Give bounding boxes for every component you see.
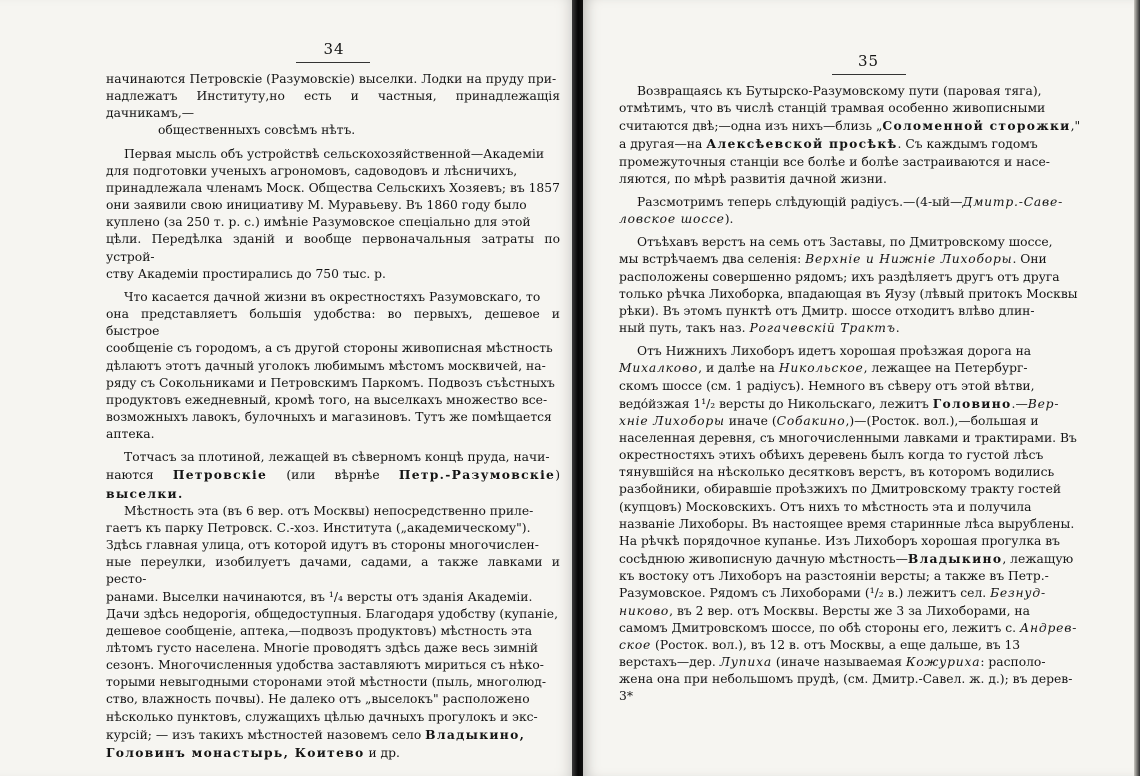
text-line: только рѣчка Лихоборка, впадающая въ Яузу (лѣвый притокъ Москвы <box>619 286 1078 301</box>
text-line: продуктовъ ежедневный, кромѣ того, на выселкахъ множество все- <box>106 392 548 407</box>
text-line <box>106 466 560 502</box>
text-run: а другая—на <box>619 137 707 152</box>
place-name: Вер- <box>1027 396 1060 411</box>
text-run: : располо- <box>980 655 1046 669</box>
text-line: жена она при небольшомъ прудѣ, (см. Дмитр.-Савел. ж. д.); въ дерев- <box>619 672 1073 687</box>
text-line <box>106 726 560 744</box>
text-line: торыми невыгодными сторонами этой мѣстности (пыль, многолюд- <box>106 675 546 690</box>
text-line: аптека. <box>106 427 155 442</box>
text-run: сосѣднюю живописную дачную мѣстность— <box>619 552 908 567</box>
text-line <box>619 637 1112 654</box>
page-number: 35 <box>857 52 880 70</box>
text-line: населенная деревня, съ многочисленными лавками и трактирами. Въ <box>619 430 1077 445</box>
place-name: хніе Лихоборы <box>619 413 725 428</box>
text-line <box>619 620 1112 637</box>
text-line: ные переулки, изобилуетъ дачами, садами, а также лавками и ресто- <box>106 555 560 587</box>
text-line: разбойники, обиравшіе проѣзжихъ по Дмитровскому тракту гостей <box>619 482 1062 497</box>
text-run: ). <box>724 212 734 227</box>
text-line: ряду съ Сокольниками и Петровскимъ Паркомъ. Подвозъ съѣстныхъ <box>106 375 555 390</box>
text-line: ство, влажность почвы). Не далеко отъ „выселокъ" расположено <box>106 692 530 707</box>
text-line: тянувшійся на нѣсколько десятковъ верстъ, въ которомъ водились <box>619 465 1055 480</box>
place-name: Соломенной сторожки <box>882 118 1071 134</box>
text-run: (или вѣрнѣе <box>267 468 399 483</box>
text-line: цѣли. Передѣлка зданій и вообще первоначальныя затраты по устрой- <box>106 232 560 264</box>
place-name: выселки. <box>106 485 184 501</box>
right-page <box>583 0 1140 776</box>
text-run: курсій; — изъ такихъ мѣстностей назовемъ село <box>106 727 426 742</box>
text-line <box>619 550 1112 568</box>
text-run: наются <box>106 468 173 483</box>
place-name: Михалково <box>619 361 699 376</box>
text-run: . Они <box>1012 252 1047 267</box>
text-line: На рѣчкѣ порядочное купанье. Изъ Лихоборъ хорошая прогулка въ <box>619 533 1060 548</box>
place-name: Лупиха <box>719 655 772 669</box>
text-line: промежуточныя станціи все болѣе и болѣе застраиваются и насе- <box>619 154 1050 169</box>
text-line: ству Академіи простирались до 750 тыс. р. <box>106 266 386 281</box>
text-line: Возвращаясь къ Бутырско-Разумовскому пути (паровая тяга), <box>637 84 1042 98</box>
text-line <box>619 360 1112 377</box>
page-edge <box>1134 0 1140 776</box>
text-line: Первая мысль объ устройствѣ сельскохозяйственной—Академіи <box>124 146 545 161</box>
text-run: (Росток. вол.), въ 12 в. отъ Москвы, а еще дальше, въ 13 <box>651 637 1021 652</box>
text-run: верстахъ—дер. <box>619 655 720 669</box>
text-line <box>619 395 1112 413</box>
text-line: рѣки). Въ этомъ пунктѣ отъ Дмитр. шоссе отходитъ влѣво длин- <box>619 303 1035 318</box>
text-run: , и далѣе на <box>698 361 779 376</box>
page-number-rule <box>832 74 906 75</box>
text-run: и др. <box>364 745 400 760</box>
place-name: Головинъ монастырь, Коитево <box>106 744 365 760</box>
text-line: возможныхъ лавокъ, булочныхъ и магазиновъ. Тутъ же помѣщается <box>106 409 552 424</box>
text-line: общественныхъ совсѣмъ нѣтъ. <box>158 123 356 138</box>
text-line: расположены совершенно рядомъ; ихъ раздѣляетъ другъ отъ друга <box>619 269 1060 284</box>
text-run: ный путь, такъ наз. <box>619 321 750 336</box>
text-line: Дачи здѣсь недорогія, общедоступныя. Благодаря удобству (купаніе, <box>106 606 558 621</box>
place-name: Верхніе и Нижніе Лихоборы <box>805 252 1013 267</box>
text-line: Отъ Нижнихъ Лихоборъ идетъ хорошая проѣзжая дорога на <box>637 344 1032 359</box>
text-line: (купцовъ) Московскихъ. Отъ нихъ то мѣстность эта и получила <box>619 499 1032 514</box>
route-name: Дмитр.-Саве- <box>962 194 1064 209</box>
place-name: Никольское <box>778 361 864 376</box>
text-line: для подготовки ученыхъ агрономовъ, садоводовъ и лѣсничихъ, <box>106 163 518 178</box>
text-line: принадлежала членамъ Моск. Общества Сельскихъ Хозяевъ; въ 1857 <box>106 180 560 195</box>
printer-signature-mark: 3* <box>619 689 633 704</box>
route-name: ловское шоссе <box>619 212 725 227</box>
text-line: Мѣстность эта (въ 6 вер. отъ Москвы) непосредственно приле- <box>124 503 534 518</box>
text-line: къ востоку отъ Лихоборъ на разстояніи версты; а также въ Петр.- <box>619 569 1049 584</box>
text-line <box>619 135 1112 153</box>
text-line: отмѣтимъ, что въ числѣ станцій трамвая особенно живописными <box>619 101 1046 116</box>
text-run: ведо́йзжая 1¹/₂ версты до Никольскаго, лежитъ <box>619 396 933 411</box>
text-line: ляются, по мѣрѣ развитія дачной жизни. <box>619 171 887 186</box>
text-line: Здѣсь главная улица, отъ которой идутъ въ стороны многочислен- <box>106 538 539 553</box>
place-name: Владыкино <box>907 551 1003 567</box>
text-line: нѣсколько пунктовъ, служащихъ цѣлью дачныхъ прогулокъ и экс- <box>106 709 538 724</box>
place-name: Кожуриха <box>905 655 981 669</box>
place-name: Собакино <box>776 413 846 428</box>
text-run: самомъ Дмитровскомъ шоссе, по обѣ стороны его, лежитъ с. <box>619 620 1020 635</box>
text-run: . <box>895 321 900 336</box>
place-name: никово <box>619 603 670 618</box>
text-run: иначе ( <box>724 413 777 428</box>
text-run: ," <box>1070 119 1081 134</box>
text-line: окрестностяхъ этихъ обѣихъ деревень былъ когда то густой лѣсъ <box>619 448 1044 463</box>
text-run: Разсмотримъ теперь слѣдующій радіусъ.—(4-ый— <box>637 194 963 209</box>
text-line: Что касается дачной жизни въ окрестностяхъ Разумовскаго, то <box>124 289 541 304</box>
text-run: .— <box>1011 396 1028 411</box>
text-line: названіе Лихоборы. Въ настоящее время старинные лѣса вырублены. <box>619 516 1075 531</box>
text-line <box>619 413 1112 430</box>
text-line: они заявили свою инициативу М. Муравьеву. Въ 1860 году было <box>106 198 527 213</box>
text-line <box>619 117 1112 135</box>
text-run: , лежащую <box>1002 552 1074 567</box>
text-line: дѣлаютъ этотъ дачный уголокъ любимымъ мѣстомъ москвичей, на- <box>106 358 546 373</box>
text-line: куплено (за 250 т. р. с.) имѣніе Разумовское спеціально для этой <box>106 215 531 230</box>
text-line: надлежатъ Институту,но есть и частныя, принадлежащія дачникамъ,— <box>106 89 560 121</box>
place-name: Владыкино, <box>425 726 526 742</box>
text-line: гаетъ къ парку Петровск. С.-хоз. Института („академическому"). <box>106 520 531 535</box>
page-number-rule <box>296 62 370 63</box>
text-line <box>619 211 1112 228</box>
text-run: Разумовское. Рядомъ съ Лихоборами (¹/₂ в.) лежитъ сел. <box>619 586 991 601</box>
place-name: Петр.-Разумовскіе <box>398 467 556 483</box>
place-name: Безнуд- <box>990 586 1046 601</box>
text-line <box>619 194 1112 211</box>
text-line <box>619 251 1112 268</box>
text-line: лѣтомъ густо населена. Многіе проводятъ здѣсь даже весь зимній <box>106 641 539 655</box>
route-name: Рогачевскій Трактъ <box>749 321 896 336</box>
text-line <box>619 585 1112 602</box>
place-name: Головино <box>932 395 1012 411</box>
right-page-text <box>619 83 1112 705</box>
text-run: считаются двѣ;—одна изъ нихъ—близь „ <box>619 119 883 134</box>
text-line: Тотчасъ за плотиной, лежащей въ сѣверномъ концѣ пруда, начи- <box>124 450 550 465</box>
page-number: 34 <box>323 40 345 58</box>
text-line <box>619 320 1112 337</box>
place-name: Андрев- <box>1019 620 1078 635</box>
text-run: ) <box>555 468 560 483</box>
place-name: Алексѣевской просѣкѣ <box>706 136 898 152</box>
text-run: , въ 2 вер. отъ Москвы. Версты же 3 за Лихоборами, на <box>669 603 1030 618</box>
text-run: мы встрѣчаемъ два селенія: <box>619 252 806 267</box>
text-line: сообщеніе съ городомъ, а съ другой стороны живописная мѣстность <box>106 341 553 356</box>
left-page-text <box>106 71 560 762</box>
text-run: (иначе называемая <box>772 655 906 669</box>
text-line: начинаются Петровскіе (Разумовскіе) выселки. Лодки на пруду при- <box>106 72 557 86</box>
text-run: ,)—(Росток. вол.),—большая и <box>845 413 1039 428</box>
text-line: сезонъ. Многочисленныя удобства заставляютъ мириться съ нѣко- <box>106 658 544 673</box>
text-line: ранами. Выселки начинаются, въ ¹/₄ версты отъ зданія Академіи. <box>106 589 533 604</box>
text-run: . Съ каждымъ годомъ <box>897 137 1038 152</box>
text-line <box>106 744 560 762</box>
text-line <box>619 603 1112 620</box>
text-line: она представляетъ большія удобства: во первыхъ, дешевое и быстрое <box>106 307 560 339</box>
text-line: скомъ шоссе (см. 1 радіусъ). Немного въ сѣверу отъ этой вѣтви, <box>619 378 1035 393</box>
text-run: , лежащее на Петербург- <box>863 361 1028 376</box>
place-name: Петровскіе <box>172 467 268 483</box>
text-line: дешевое сообщеніе, аптека,—подвозъ продуктовъ) мѣстность эта <box>106 623 533 638</box>
place-name: ское <box>619 637 652 652</box>
text-line <box>619 654 1112 671</box>
text-line: Отъѣхавъ верстъ на семь отъ Заставы, по Дмитровскому шоссе, <box>637 235 1053 250</box>
